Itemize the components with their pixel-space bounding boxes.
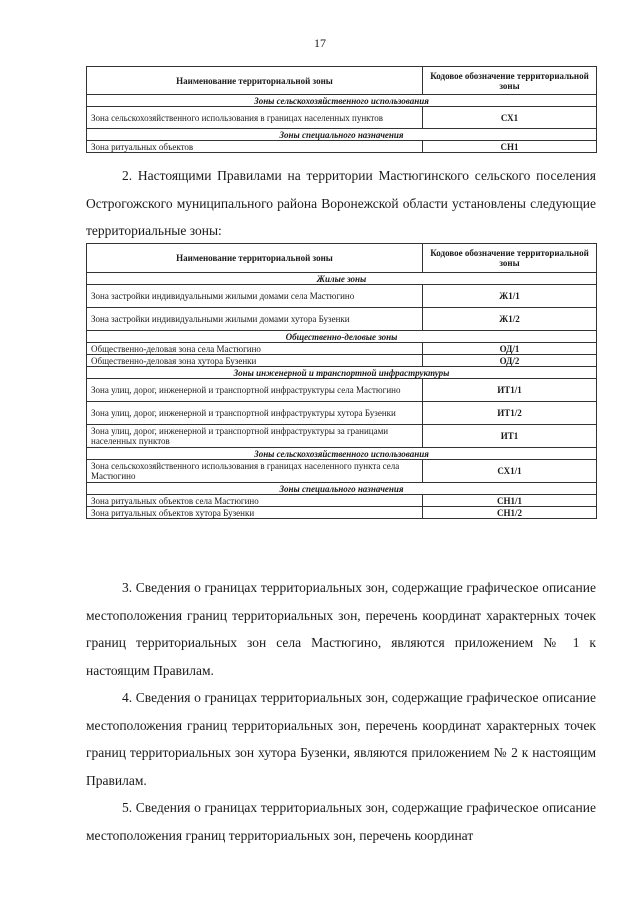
group-label: Зоны сельскохозяйственного использования: [87, 448, 597, 460]
group-label: Жилые зоны: [87, 273, 597, 285]
zone-name: Зона улиц, дорог, инженерной и транспортной инфраструктуры села Мастюгино: [87, 379, 423, 402]
zone-name: Зона улиц, дорог, инженерной и транспортной инфраструктуры за границами населенных пунктов: [87, 425, 423, 448]
zone-name: Зона сельскохозяйственного использования в границах населенных пунктов: [87, 107, 423, 129]
table-row: [87, 308, 597, 331]
zone-code: СХ1: [423, 107, 597, 129]
zone-name: Зона ритуальных объектов: [87, 141, 423, 153]
zone-code: ИТ1: [423, 425, 597, 448]
page-number: 17: [314, 36, 326, 50]
table-group-row: [87, 331, 597, 343]
paragraph-2: [86, 162, 596, 245]
header-zone-code: Кодовое обозначение территориальной зоны: [423, 67, 597, 95]
table-group-row: [87, 367, 597, 379]
zones-table-1: [86, 66, 597, 153]
table-row: [87, 141, 597, 153]
table-header-row: [87, 67, 597, 95]
header-zone-name: Наименование территориальной зоны: [87, 244, 423, 273]
table-group-row: [87, 448, 597, 460]
zone-code: СХ1/1: [423, 460, 597, 483]
table-row: [87, 495, 597, 507]
group-label: Зоны инженерной и транспортной инфраструктуры: [87, 367, 597, 379]
zone-code: ОД/1: [423, 343, 597, 355]
group-label: Общественно-деловые зоны: [87, 331, 597, 343]
paragraph-2-text: 2. Настоящими Правилами на территории Мастюгинского сельского поселения Острогожского муниципального района Воронежской области установлены следующие территориальные зоны:: [86, 168, 596, 238]
paragraph-3-text: 3. Сведения о границах территориальных зон, содержащие графическое описание местоположения границ территориальных зон, перечень координат характерных точек границ территориальных зон села Мастюгино, являются приложением № 1 к настоящим Правилам.: [86, 580, 596, 678]
group-label: Зоны специального назначения: [87, 483, 597, 495]
table-row: [87, 402, 597, 425]
paragraph-3: [86, 574, 596, 684]
zone-code: ОД/2: [423, 355, 597, 367]
table-row: [87, 379, 597, 402]
table-row: [87, 107, 597, 129]
table-group-row: [87, 483, 597, 495]
paragraph-5: [86, 794, 596, 849]
zone-code: СН1/1: [423, 495, 597, 507]
table-group-row: [87, 95, 597, 107]
table-row: [87, 460, 597, 483]
zone-name: Зона застройки индивидуальными жилыми домами села Мастюгино: [87, 285, 423, 308]
zone-code: Ж1/2: [423, 308, 597, 331]
zone-code: ИТ1/2: [423, 402, 597, 425]
header-zone-code: Кодовое обозначение территориальной зоны: [423, 244, 597, 273]
group-label: Зоны сельскохозяйственного использования: [87, 95, 597, 107]
zone-name: Зона ритуальных объектов хутора Бузенки: [87, 507, 423, 519]
zones-table-2: [86, 243, 597, 519]
zone-code: СН1: [423, 141, 597, 153]
header-zone-name: Наименование территориальной зоны: [87, 67, 423, 95]
zone-code: СН1/2: [423, 507, 597, 519]
table-row: [87, 343, 597, 355]
zone-name: Общественно-деловая зона хутора Бузенки: [87, 355, 423, 367]
paragraph-5-text: 5. Сведения о границах территориальных зон, содержащие графическое описание местоположения границ территориальных зон, перечень координат: [86, 800, 596, 843]
table-row: [87, 355, 597, 367]
paragraph-4-text: 4. Сведения о границах территориальных зон, содержащие графическое описание местоположения границ территориальных зон, перечень координат характерных точек границ территориальных зон хутора Бузенки, являются приложением № 2 к настоящим Правилам.: [86, 690, 596, 788]
paragraph-4: [86, 684, 596, 794]
table-row: [87, 507, 597, 519]
zone-name: Общественно-деловая зона села Мастюгино: [87, 343, 423, 355]
table-group-row: [87, 129, 597, 141]
group-label: Зоны специального назначения: [87, 129, 597, 141]
table-row: [87, 425, 597, 448]
table-group-row: [87, 273, 597, 285]
zone-code: ИТ1/1: [423, 379, 597, 402]
zone-name: Зона сельскохозяйственного использования в границах населенного пункта села Мастюгино: [87, 460, 423, 483]
zone-name: Зона улиц, дорог, инженерной и транспортной инфраструктуры хутора Бузенки: [87, 402, 423, 425]
zone-code: Ж1/1: [423, 285, 597, 308]
table-header-row: [87, 244, 597, 273]
zone-name: Зона застройки индивидуальными жилыми домами хутора Бузенки: [87, 308, 423, 331]
zone-name: Зона ритуальных объектов села Мастюгино: [87, 495, 423, 507]
table-row: [87, 285, 597, 308]
